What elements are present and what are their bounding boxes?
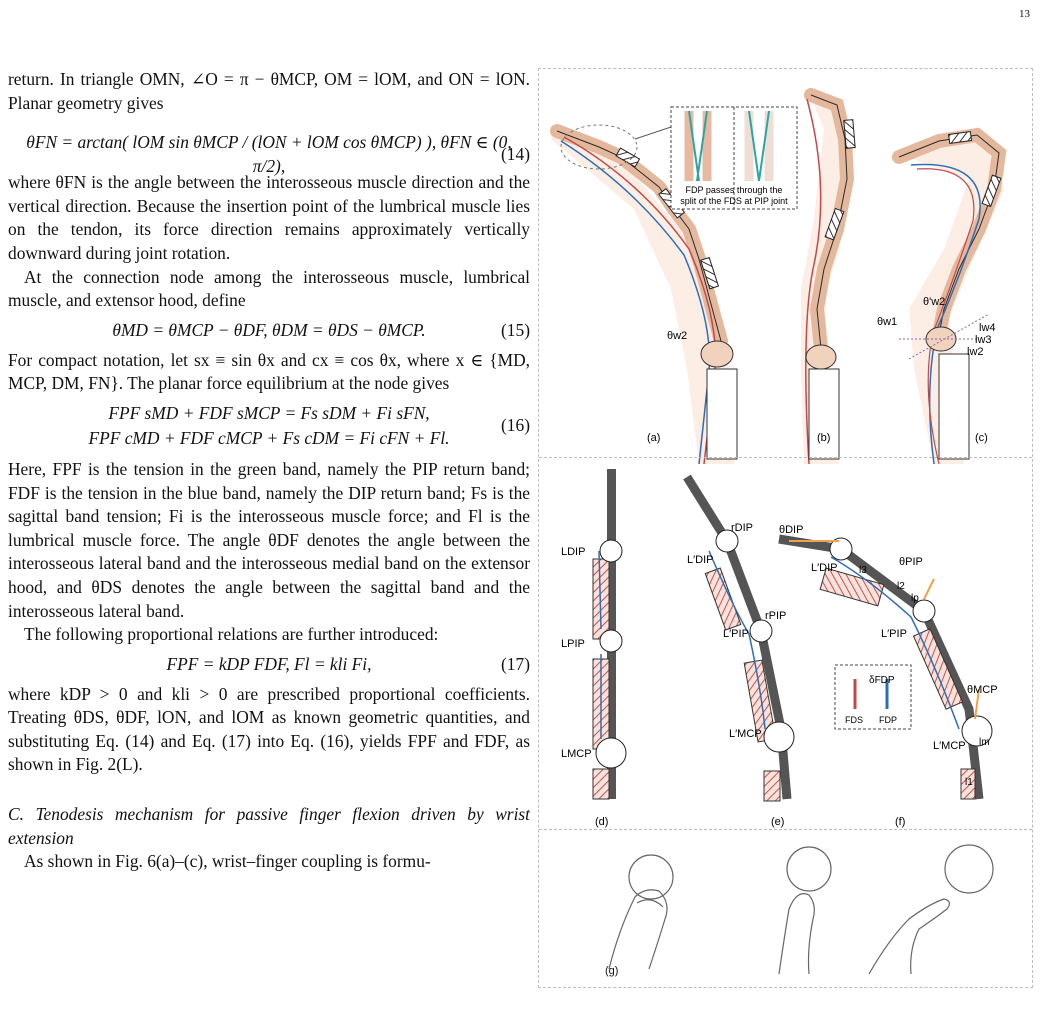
equation-17 — [8, 653, 530, 677]
L-prime-PIP-label: L′PIP — [881, 628, 907, 640]
l-w3-label: lw3 — [975, 334, 992, 346]
equation-body: θFN = arctan( lOM sin θMCP / (lON + lOM cos θMCP) ), θFN ∈ (0, π/2), — [26, 132, 512, 176]
equation-14 — [8, 121, 530, 176]
paragraph: For compact notation, let sx ≡ sin θx and cx ≡ cos θx, where x ∈ {MD, MCP, DM, FN}. The planar force equilibrium at the node gives — [8, 349, 530, 394]
L-prime-DIP-label: L′DIP — [687, 554, 714, 566]
panel-e — [687, 477, 794, 828]
paragraph: where θFN is the angle between the interosseous muscle direction and the vertical direction. Because the insertion point of the lumbrical muscle lies on the tendon, its force direction remains approximately vertically downward during joint rotation. — [8, 172, 530, 263]
fds-fdp-legend — [835, 665, 911, 729]
paragraph: At the connection node among the interosseous muscle, lumbrical muscle, and extensor hood, define — [8, 266, 530, 311]
FDS-label: FDS — [845, 715, 863, 725]
delta-FDP-label: δFDP — [869, 675, 895, 686]
panel-label-b: (b) — [817, 432, 831, 444]
l1-label: l1 — [965, 777, 973, 788]
panel-label-c: (c) — [975, 432, 988, 444]
figure-drawing — [539, 69, 1032, 987]
FDP-label: FDP — [879, 715, 897, 725]
equation-16 — [8, 402, 530, 452]
panel-divider — [539, 457, 1032, 458]
equation-number: (17) — [501, 653, 530, 674]
equation-number: (16) — [501, 414, 530, 435]
r-PIP-label: rPIP — [765, 610, 787, 622]
l-w4-label: lw4 — [979, 322, 996, 334]
theta-PIP-label: θPIP — [899, 556, 923, 568]
equation-number: (14) — [501, 144, 530, 165]
r-DIP-label: rDIP — [731, 522, 753, 534]
theta-DIP-label: θDIP — [779, 524, 804, 536]
L-MCP-label: LMCP — [561, 748, 592, 760]
equation-body: FPF = kDP FDF, Fl = kli Fi, — [166, 653, 372, 674]
theta-w2-prime-label: θ'w2 — [923, 296, 946, 308]
panel-d — [561, 469, 626, 828]
inset-caption: split of the FDS at PIP joint — [680, 196, 788, 206]
panel-b — [801, 94, 855, 464]
figure — [538, 68, 1033, 988]
panel-label-e: (e) — [771, 816, 785, 828]
panel-divider — [539, 829, 1032, 830]
panel-f — [779, 524, 998, 828]
equation-body: FPF sMD + FDF sMCP = Fs sDM + Fi sFN, — [108, 402, 430, 423]
theta-MCP-label: θMCP — [967, 684, 998, 696]
L-prime-MCP-label: L′MCP — [729, 728, 762, 740]
page-number: 13 — [1019, 8, 1030, 20]
theta-w1-label: θw1 — [877, 316, 898, 328]
text-column — [8, 68, 530, 874]
inset-caption: FDP passes through the — [685, 185, 783, 195]
l-w2-label: lw2 — [967, 346, 984, 358]
L-DIP-label: LDIP — [561, 546, 586, 558]
equation-body: θMD = θMCP − θDF, θDM = θDS − θMCP. — [112, 319, 426, 340]
panel-label-g: (g) — [605, 965, 619, 977]
equation-number: (15) — [501, 319, 530, 340]
lm-label: lm — [979, 737, 990, 748]
panel-label-f: (f) — [895, 816, 906, 828]
panel-label-d: (d) — [595, 816, 609, 828]
l2-label: l2 — [897, 581, 905, 592]
L-prime-DIP-label: L′DIP — [811, 562, 838, 574]
L-PIP-label: LPIP — [561, 638, 585, 650]
subsection-heading: C. Tenodesis mechanism for passive finger flexion driven by wrist extension — [8, 804, 530, 848]
theta-w2-label: θw2 — [667, 330, 688, 342]
panel-g — [605, 845, 993, 977]
l3-label: l3 — [859, 565, 867, 576]
equation-body: FPF cMD + FDF cMCP + Fs cDM = Fi cFN + Fl. — [88, 427, 450, 448]
L-prime-MCP-label: L′MCP — [933, 740, 966, 752]
paragraph: The following proportional relations are further introduced: — [24, 624, 439, 645]
paragraph: As shown in Fig. 6(a)–(c), wrist–finger coupling is formu- — [24, 851, 431, 872]
panel-label-a: (a) — [647, 432, 661, 444]
equation-15 — [8, 319, 530, 343]
paragraph: where kDP > 0 and kli > 0 are prescribed proportional coefficients. Treating θDS, θDF, lON, and lOM as known geometric quantities, and substituting Eq. (14) and Eq. (17) into Eq. (16), yields FPF and FDF, as shown in Fig. 2(L). — [8, 683, 530, 775]
L-prime-PIP-label: L′PIP — [723, 628, 749, 640]
paragraph: return. In triangle OMN, ∠O = π − θMCP, OM = lOM, and ON = lON. Planar geometry gives — [8, 69, 530, 113]
panel-c — [877, 129, 1004, 464]
paragraph: Here, FPF is the tension in the green band, namely the PIP return band; FDF is the tension in the blue band, namely the DIP return band; Fs is the sagittal band tension; Fi is the interosseous muscle force; and Fl is the lumbrical muscle force. The angle θDF denotes the angle between the interosseous lateral band and the interosseous medial band on the extensor hood, and θDS denotes the angle between the sagittal band and the interosseous lateral band. — [8, 458, 530, 621]
lp-label: lp — [911, 593, 919, 604]
